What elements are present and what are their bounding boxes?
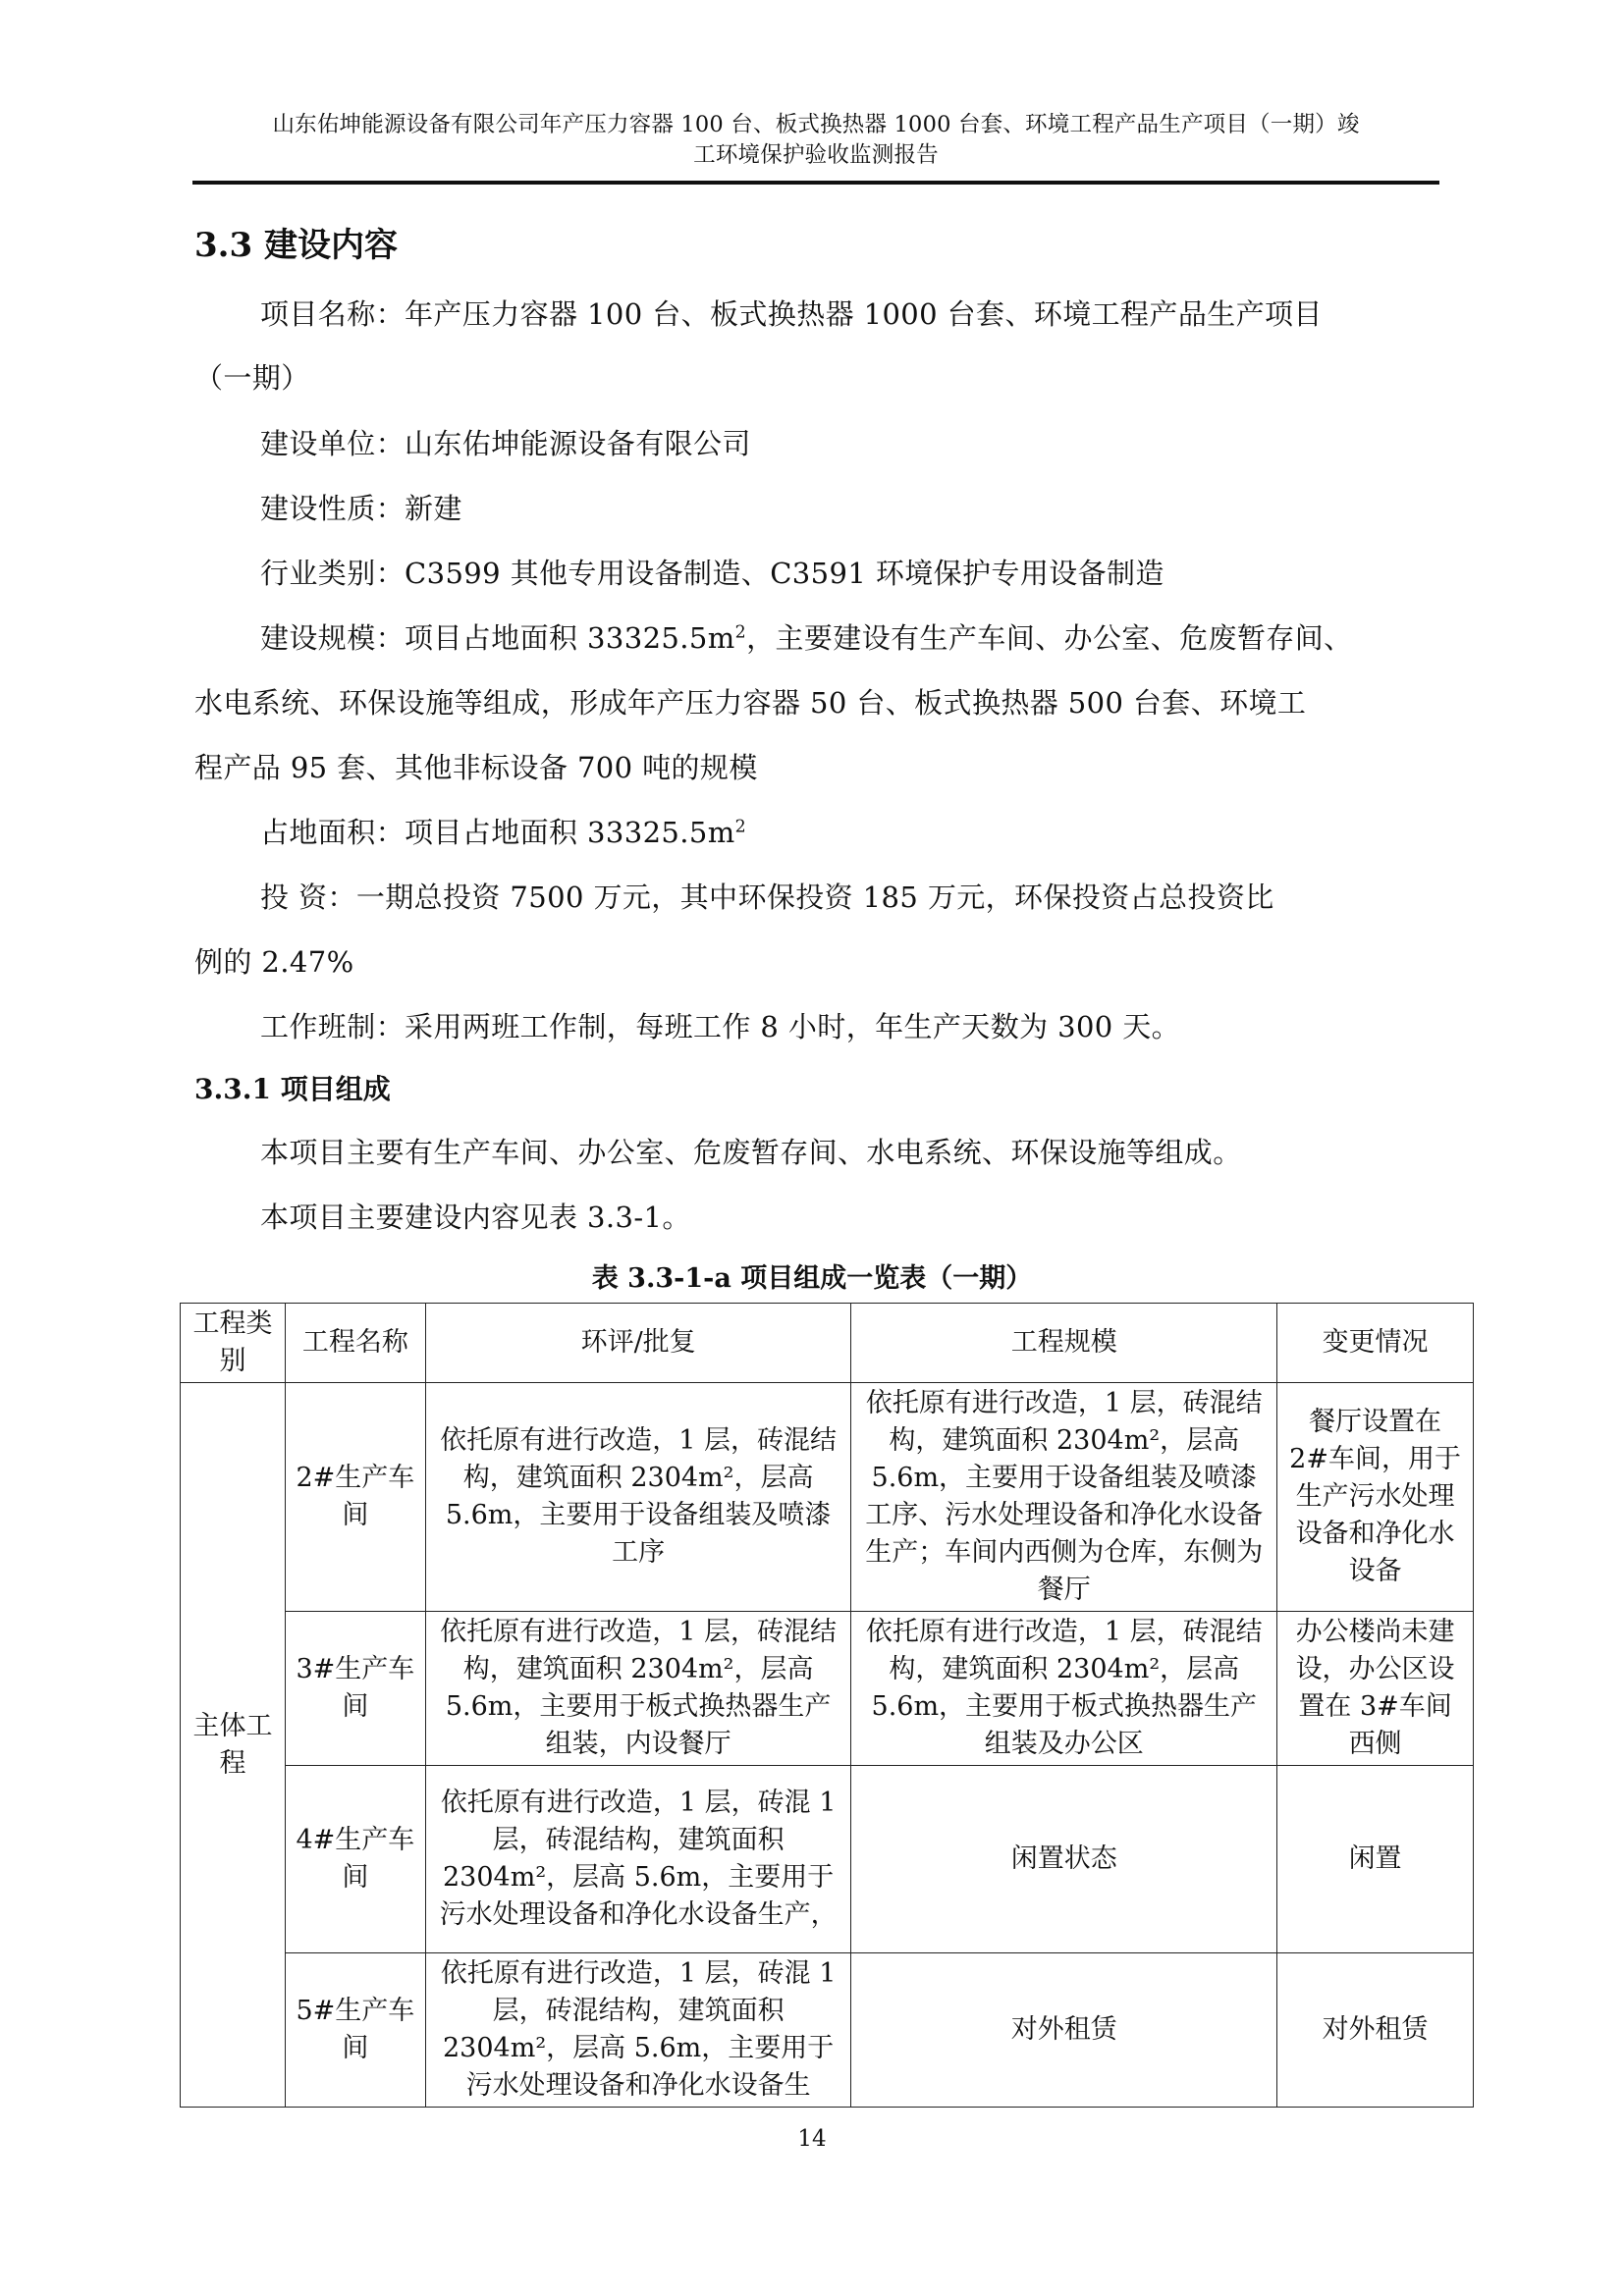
- para-investment: 投 资：一期总投资 7500 万元，其中环保投资 185 万元，环保投资占总投资比: [260, 881, 1274, 914]
- table-caption: 表 3.3-1-a 项目组成一览表（一期）: [591, 1263, 1033, 1294]
- cell-change: 对外租赁: [1277, 1953, 1474, 2108]
- table-row: [181, 1383, 1474, 1612]
- para-nature: 建设性质：新建: [260, 492, 462, 525]
- superscript: 2: [734, 817, 747, 837]
- para-project-name-cont: （一期）: [194, 361, 310, 395]
- cell-eia: 依托原有进行改造，1 层，砖混结构，建筑面积 2304m²，层高 5.6m，主要用于设备组装及喷漆工序: [425, 1383, 851, 1612]
- para-scale-cont-1: 水电系统、环保设施等组成，形成年产压力容器 50 台、板式换热器 500 台套、环境工: [194, 686, 1307, 720]
- cell-name: 4#生产车间: [285, 1766, 425, 1953]
- header-line-1: 山东佑坤能源设备有限公司年产压力容器 100 台、板式换热器 1000 台套、环境工程产品生产项目（一期）竣: [272, 112, 1360, 137]
- header-scale: 工程规模: [851, 1304, 1277, 1383]
- header-change: 变更情况: [1277, 1304, 1474, 1383]
- table-row: [181, 1612, 1474, 1766]
- para-unit: 建设单位：山东佑坤能源设备有限公司: [260, 427, 751, 460]
- cell-change: 餐厅设置在 2#车间，用于生产污水处理设备和净化水设备: [1277, 1383, 1474, 1612]
- running-header: [192, 110, 1439, 171]
- table-row: [181, 1766, 1474, 1953]
- para-area: [260, 811, 1507, 851]
- para-scale-cont-2: 程产品 95 套、其他非标设备 700 吨的规模: [194, 751, 758, 784]
- superscript: 2: [734, 622, 747, 643]
- para-composition: 本项目主要有生产车间、办公室、危废暂存间、水电系统、环保设施等组成。: [260, 1136, 1242, 1169]
- para-industry: 行业类别：C3599 其他专用设备制造、C3591 环境保护专用设备制造: [260, 557, 1164, 590]
- cell-name: 3#生产车间: [285, 1612, 425, 1766]
- scale-text-b: ，主要建设有生产车间、办公室、危废暂存间、: [746, 621, 1353, 655]
- cell-name: 5#生产车间: [285, 1953, 425, 2108]
- cell-scale: 依托原有进行改造，1 层，砖混结构，建筑面积 2304m²，层高 5.6m，主要用于设备组装及喷漆工序、污水处理设备和净化水设备生产；车间内西侧为仓库，东侧为餐厅: [851, 1383, 1277, 1612]
- cell-category: 主体工程: [181, 1383, 286, 2108]
- cell-scale: 闲置状态: [851, 1766, 1277, 1953]
- cell-eia: 依托原有进行改造，1 层，砖混 1 层，砖混结构，建筑面积 2304m²，层高 5.6m，主要用于污水处理设备和净化水设备生产，: [425, 1766, 851, 1953]
- header-eia: 环评/批复: [425, 1304, 851, 1383]
- cell-scale: 对外租赁: [851, 1953, 1277, 2108]
- para-table-ref: 本项目主要建设内容见表 3.3-1。: [260, 1201, 691, 1234]
- table-row: [181, 1953, 1474, 2108]
- table-header-row: [181, 1304, 1474, 1383]
- scale-text-a: 建设规模：项目占地面积 33325.5m: [260, 621, 735, 655]
- cell-change: 闲置: [1277, 1766, 1474, 1953]
- page-number: 14: [797, 2126, 827, 2152]
- section-title: 3.3 建设内容: [194, 226, 398, 265]
- area-text: 占地面积：项目占地面积 33325.5m: [260, 816, 735, 849]
- para-shift: 工作班制：采用两班工作制，每班工作 8 小时，年生产天数为 300 天。: [260, 1010, 1181, 1043]
- cell-name: 2#生产车间: [285, 1383, 425, 1612]
- cell-change: 办公楼尚未建设，办公区设置在 3#车间西侧: [1277, 1612, 1474, 1766]
- header-category: 工程类别: [181, 1304, 286, 1383]
- para-project-name: 项目名称：年产压力容器 100 台、板式换热器 1000 台套、环境工程产品生产项目: [260, 297, 1323, 331]
- header-rule: [192, 181, 1439, 185]
- cell-eia: 依托原有进行改造，1 层，砖混 1 层，砖混结构，建筑面积 2304m²，层高 5.6m，主要用于污水处理设备和净化水设备生: [425, 1953, 851, 2108]
- para-investment-cont: 例的 2.47%: [194, 945, 354, 979]
- header-line-2: 工环境保护验收监测报告: [693, 142, 939, 168]
- para-scale: [260, 616, 1507, 657]
- cell-eia: 依托原有进行改造，1 层，砖混结构，建筑面积 2304m²，层高 5.6m，主要用于板式换热器生产组装，内设餐厅: [425, 1612, 851, 1766]
- cell-scale: 依托原有进行改造，1 层，砖混结构，建筑面积 2304m²，层高 5.6m，主要用于板式换热器生产组装及办公区: [851, 1612, 1277, 1766]
- subsection-title: 3.3.1 项目组成: [194, 1073, 391, 1105]
- header-name: 工程名称: [285, 1304, 425, 1383]
- composition-table: [180, 1303, 1474, 2108]
